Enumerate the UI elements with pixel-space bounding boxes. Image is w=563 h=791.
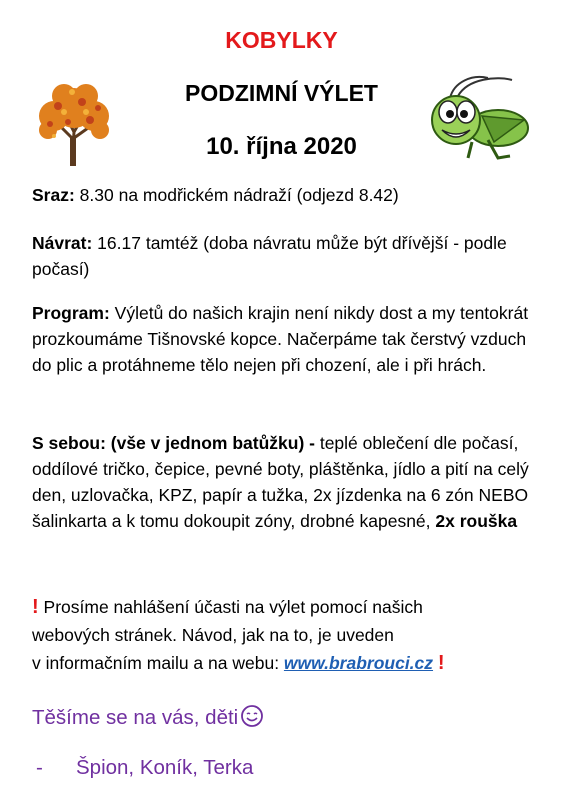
- notice-line-1: Prosíme nahlášení účasti na výlet pomocí našich: [38, 597, 423, 617]
- meeting-info: [32, 182, 537, 208]
- signature: [36, 756, 253, 780]
- event-date: 10. října 2020: [206, 133, 357, 160]
- program-label: Program:: [32, 303, 110, 323]
- packing-label: S sebou: (vše v jednom batůžku) -: [32, 433, 315, 453]
- notice-line-3: v informačním mailu a na webu:: [32, 653, 284, 673]
- meeting-text: 8.30 na modřickém nádraží (odjezd 8.42): [74, 185, 399, 205]
- greeting: [32, 704, 264, 730]
- org-title: KOBYLKY: [225, 27, 338, 53]
- meeting-label: Sraz:: [32, 185, 75, 205]
- program-info: [32, 300, 537, 378]
- exclamation-end-icon: !: [437, 652, 445, 674]
- program-text: Výletů do našich krajin není nikdy dost a my tentokrát prozkoumáme Tišnovské kopce. Načerpáme tak čerstvý vzduch do plic a protáhneme tělo nejen při chození, ale i při hrách.: [32, 303, 529, 375]
- packing-text: teplé oblečení dle počasí, oddílové tričko, čepice, pevné boty, pláštěnka, jídlo a pití na celý den, uzlovačka, KPZ, papír a tužka, 2x jízdenka na 6 zón NEBO šalinkarta a k tomu dokoupit zóny, drobné kapesné,: [32, 433, 529, 531]
- return-label: Návrat:: [32, 233, 93, 253]
- exclamation-icon: !: [32, 596, 39, 618]
- smiling-face-icon: [240, 704, 264, 728]
- registration-notice: [32, 593, 537, 677]
- autumn-tree-icon: [28, 80, 120, 166]
- signature-dash: -: [36, 756, 43, 779]
- greeting-text: Těšíme se na vás, děti: [32, 706, 239, 729]
- website-link[interactable]: www.brabrouci.cz: [283, 653, 434, 673]
- cricket-icon: [428, 74, 532, 160]
- signature-names: Špion, Koník, Terka: [76, 756, 254, 779]
- event-title: PODZIMNÍ VÝLET: [185, 80, 378, 106]
- return-text: 16.17 tamtéž (doba návratu může být dřívější - podle počasí): [32, 233, 507, 279]
- packing-emphasis: 2x rouška: [435, 511, 518, 531]
- notice-line-2: webových stránek. Návod, jak na to, je uveden: [32, 625, 394, 645]
- packing-list: [32, 430, 537, 534]
- return-info: [32, 230, 537, 282]
